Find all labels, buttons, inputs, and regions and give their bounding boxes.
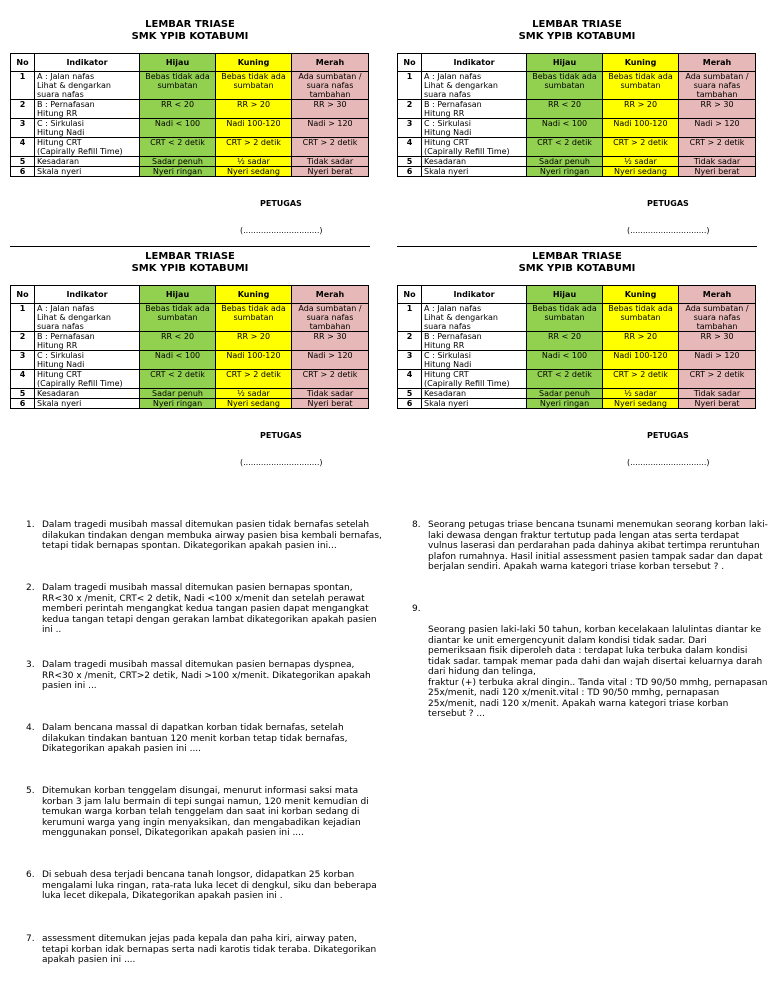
question-4 (26, 723, 382, 755)
question-number: 9. (412, 604, 421, 614)
triase-row (398, 370, 756, 389)
row-hijau: Nyeri ringan (527, 399, 603, 409)
row-hijau: CRT < 2 detik (140, 370, 216, 389)
row-merah: CRT > 2 detik (292, 138, 369, 157)
row-indikator: C : Sirkulasi Hitung Nadi (35, 119, 140, 138)
row-merah: Nadi > 120 (292, 119, 369, 138)
header-kuning: Kuning (216, 286, 292, 304)
header-hijau: Hijau (140, 54, 216, 72)
question-text: Dalam tragedi musibah massal ditemukan pasien tidak bernafas setelah dilakukan tindakan dengan membuka airway pasien bisa kembali bernafas, tetapi tidak bernapas spontan. Dikategorikan apakah pasien ini... (42, 520, 382, 551)
triase-row (11, 72, 369, 100)
triase-row (11, 304, 369, 332)
row-number: 6 (398, 167, 422, 177)
header-hijau: Hijau (140, 286, 216, 304)
row-merah: Tidak sadar (679, 389, 756, 399)
row-number: 4 (11, 370, 35, 389)
question-9 (412, 604, 768, 720)
row-indikator: B : Pernafasan Hitung RR (422, 100, 527, 119)
header-merah: Merah (679, 54, 756, 72)
header-no: No (398, 54, 422, 72)
question-number: 5. (26, 786, 35, 796)
row-merah: RR > 30 (679, 332, 756, 351)
row-kuning: ½ sadar (603, 389, 679, 399)
triase-table (397, 285, 756, 409)
row-hijau: Nyeri ringan (140, 399, 216, 409)
triase-row (11, 100, 369, 119)
row-merah: Nadi > 120 (679, 119, 756, 138)
triase-row (398, 389, 756, 399)
row-number: 2 (11, 100, 35, 119)
row-number: 1 (398, 72, 422, 100)
question-number: 7. (26, 934, 35, 944)
row-number: 1 (11, 72, 35, 100)
row-kuning: CRT > 2 detik (603, 138, 679, 157)
question-number: 4. (26, 723, 35, 733)
header-hijau: Hijau (527, 286, 603, 304)
row-kuning: Nyeri sedang (216, 399, 292, 409)
header-row (398, 286, 756, 304)
row-indikator: Hitung CRT (Capirally Refill Time) (35, 370, 140, 389)
petugas-label: PETUGAS (647, 431, 689, 440)
divider-left (10, 246, 370, 247)
card-title-line1: LEMBAR TRIASE (532, 251, 622, 262)
row-indikator: Kesadaran (422, 157, 527, 167)
header-row (11, 54, 369, 72)
row-hijau: Sadar penuh (140, 157, 216, 167)
row-kuning: Nyeri sedang (603, 399, 679, 409)
header-no: No (398, 286, 422, 304)
row-indikator: B : Pernafasan Hitung RR (422, 332, 527, 351)
row-hijau: RR < 20 (140, 100, 216, 119)
row-merah: CRT > 2 detik (679, 370, 756, 389)
triase-row (398, 72, 756, 100)
row-number: 6 (11, 167, 35, 177)
triase-row (398, 351, 756, 370)
triase-row (11, 332, 369, 351)
triase-table (10, 285, 369, 409)
row-kuning: Bebas tidak ada sumbatan (603, 72, 679, 100)
row-indikator: C : Sirkulasi Hitung Nadi (35, 351, 140, 370)
petugas-label: PETUGAS (647, 199, 689, 208)
triase-row (11, 370, 369, 389)
triase-row (11, 389, 369, 399)
triase-row (11, 157, 369, 167)
row-merah: Nadi > 120 (679, 351, 756, 370)
question-number: 3. (26, 660, 35, 670)
header-merah: Merah (679, 286, 756, 304)
question-text: Di sebuah desa terjadi bencana tanah longsor, didapatkan 25 korban mengalami luka ringan, rata-rata luka lecet di dengkul, siku dan beberapa luka lecet dikepala, Dikategorikan apakah pasien ini . (42, 870, 377, 901)
row-kuning: Nadi 100-120 (603, 119, 679, 138)
row-merah: Nadi > 120 (292, 351, 369, 370)
row-merah: Nyeri berat (292, 167, 369, 177)
header-merah: Merah (292, 286, 369, 304)
row-number: 5 (398, 157, 422, 167)
row-merah: Nyeri berat (679, 399, 756, 409)
row-indikator: Hitung CRT (Capirally Refill Time) (35, 138, 140, 157)
signature-line: (..............................) (240, 458, 323, 467)
row-indikator: B : Pernafasan Hitung RR (35, 100, 140, 119)
row-kuning: RR > 20 (603, 100, 679, 119)
question-number: 1. (26, 520, 35, 530)
question-number: 6. (26, 870, 35, 880)
row-kuning: Bebas tidak ada sumbatan (216, 304, 292, 332)
row-kuning: Nadi 100-120 (603, 351, 679, 370)
row-merah: Tidak sadar (292, 389, 369, 399)
row-number: 2 (398, 100, 422, 119)
header-kuning: Kuning (603, 286, 679, 304)
card-title-line2: SMK YPIB KOTABUMI (131, 263, 249, 274)
row-indikator: A : Jalan nafas Lihat & dengarkan suara nafas (422, 72, 527, 100)
question-text: Seorang petugas triase bencana tsunami menemukan seorang korban laki-laki dewasa dengan fraktur tertutup pada lengan atas serta terdapat vulnus laserasi dan perdarahan pada dahinya akibat tertimpa reruntuhan plafon rumahnya. Hasil initial assessment pasien tampak sadar dan dapat berjalan sendiri. Apakah warna kategori triase korban tersebut ? . (428, 520, 768, 572)
card-title-line1: LEMBAR TRIASE (145, 251, 235, 262)
card-title-line2: SMK YPIB KOTABUMI (131, 31, 249, 42)
triase-table (10, 53, 369, 177)
row-kuning: ½ sadar (216, 389, 292, 399)
row-hijau: RR < 20 (527, 100, 603, 119)
row-kuning: CRT > 2 detik (603, 370, 679, 389)
row-indikator: Skala nyeri (35, 167, 140, 177)
row-hijau: CRT < 2 detik (527, 370, 603, 389)
row-indikator: Kesadaran (35, 157, 140, 167)
row-indikator: C : Sirkulasi Hitung Nadi (422, 351, 527, 370)
row-kuning: Nadi 100-120 (216, 119, 292, 138)
triase-table (397, 53, 756, 177)
question-text: Seorang pasien laki-laki 50 tahun, korban kecelakaan lalulintas diantar ke diantar ke unit emergencyunit dalam kondisi tidak sadar. Dari pemeriksaan fisik diperoleh data : terdapat luka terbuka dalam kondisi tidak sadar. tampak memar pada dahi dan wajah disertai keluarnya darah dari hidung dan telinga, fraktur (+) terbuka akral dingin.. Tanda vital : TD 90/50 mmhg, pernapasan 25x/menit, nadi 120 x/menit.vital : TD 90/50 mmhg, pernapasan 25x/menit, nadi 120 x/menit. Apakah warna kategori triase korban tersebut ? ... (428, 625, 768, 719)
question-1 (26, 520, 382, 552)
row-merah: RR > 30 (292, 100, 369, 119)
row-indikator: B : Pernafasan Hitung RR (35, 332, 140, 351)
triase-row (398, 167, 756, 177)
header-hijau: Hijau (527, 54, 603, 72)
row-number: 4 (398, 138, 422, 157)
question-text: Dalam tragedi musibah massal ditemukan pasien bernapas dyspnea, RR<30 x /menit, CRT>2 detik, Nadi >100 x/menit. Dikategorikan apakah pasien ini ... (42, 660, 371, 691)
row-hijau: CRT < 2 detik (140, 138, 216, 157)
row-number: 5 (398, 389, 422, 399)
question-8 (412, 520, 768, 573)
petugas-label: PETUGAS (260, 431, 302, 440)
row-indikator: Kesadaran (35, 389, 140, 399)
triase-row (11, 119, 369, 138)
row-hijau: RR < 20 (527, 332, 603, 351)
row-kuning: Nyeri sedang (603, 167, 679, 177)
row-number: 2 (11, 332, 35, 351)
question-6 (26, 870, 382, 902)
row-merah: RR > 30 (679, 100, 756, 119)
row-merah: Tidak sadar (292, 157, 369, 167)
triase-card-3 (10, 251, 370, 467)
triase-card-1 (10, 19, 370, 235)
signature-line: (..............................) (627, 458, 710, 467)
triase-row (11, 167, 369, 177)
header-no: No (11, 54, 35, 72)
header-merah: Merah (292, 54, 369, 72)
row-indikator: Skala nyeri (35, 399, 140, 409)
row-kuning: Bebas tidak ada sumbatan (216, 72, 292, 100)
row-indikator: Kesadaran (422, 389, 527, 399)
row-indikator: A : Jalan nafas Lihat & dengarkan suara nafas (422, 304, 527, 332)
row-hijau: RR < 20 (140, 332, 216, 351)
signature-line: (..............................) (627, 226, 710, 235)
header-row (11, 286, 369, 304)
row-indikator: Hitung CRT (Capirally Refill Time) (422, 138, 527, 157)
triase-row (398, 119, 756, 138)
triase-row (11, 399, 369, 409)
header-indikator: Indikator (422, 54, 527, 72)
petugas-label: PETUGAS (260, 199, 302, 208)
row-number: 4 (11, 138, 35, 157)
question-text: Dalam bencana massal di dapatkan korban tidak bernafas, setelah dilakukan tindakan bantuan 120 menit korban tetap tidak bernafas, Dikategorikan apakah pasien ini .... (42, 723, 348, 754)
question-text: Dalam tragedi musibah massal ditemukan pasien bernapas spontan, RR<30 x /menit, CRT< 2 detik, Nadi <100 x/menit dan setelah perawat memberi perintah mengangkat kedua tangan pasien dapat mengangkat kedua tangan tetapi dengan gerakan lambat dikategorikan apakah pasien ini .. (42, 583, 377, 635)
triase-card-2 (397, 19, 757, 235)
row-number: 3 (11, 351, 35, 370)
row-kuning: ½ sadar (603, 157, 679, 167)
row-number: 6 (398, 399, 422, 409)
row-hijau: Bebas tidak ada sumbatan (527, 72, 603, 100)
row-number: 3 (398, 119, 422, 138)
row-number: 1 (398, 304, 422, 332)
header-kuning: Kuning (216, 54, 292, 72)
row-hijau: Nyeri ringan (527, 167, 603, 177)
row-indikator: Skala nyeri (422, 399, 527, 409)
row-kuning: CRT > 2 detik (216, 138, 292, 157)
row-kuning: Bebas tidak ada sumbatan (603, 304, 679, 332)
row-number: 3 (398, 351, 422, 370)
row-hijau: Bebas tidak ada sumbatan (140, 72, 216, 100)
question-2 (26, 583, 382, 636)
row-indikator: Skala nyeri (422, 167, 527, 177)
row-number: 5 (11, 157, 35, 167)
row-merah: RR > 30 (292, 332, 369, 351)
row-hijau: Nadi < 100 (140, 351, 216, 370)
row-number: 5 (11, 389, 35, 399)
triase-row (398, 157, 756, 167)
question-5 (26, 786, 382, 839)
triase-row (11, 138, 369, 157)
row-kuning: RR > 20 (216, 332, 292, 351)
question-text: Ditemukan korban tenggelam disungai, menurut informasi saksi mata korban 3 jam lalu bermain di tepi sungai namun, 120 menit kemudian di temukan warga korban telah tenggelam dan saat ini korban sedang di kerumuni warga yang ingin menyaksikan, dan mengabadikan kejadian menggunakan ponsel, Dikategorikan apakah pasien ini .... (42, 786, 369, 838)
row-number: 6 (11, 399, 35, 409)
divider-right (397, 246, 757, 247)
card-title-line1: LEMBAR TRIASE (532, 19, 622, 30)
card-title-line1: LEMBAR TRIASE (145, 19, 235, 30)
row-indikator: A : Jalan nafas Lihat & dengarkan suara nafas (35, 304, 140, 332)
row-kuning: RR > 20 (603, 332, 679, 351)
triase-row (398, 138, 756, 157)
row-indikator: A : Jalan nafas Lihat & dengarkan suara nafas (35, 72, 140, 100)
row-hijau: Sadar penuh (527, 389, 603, 399)
header-no: No (11, 286, 35, 304)
row-number: 2 (398, 332, 422, 351)
row-hijau: CRT < 2 detik (527, 138, 603, 157)
header-kuning: Kuning (603, 54, 679, 72)
row-hijau: Bebas tidak ada sumbatan (140, 304, 216, 332)
row-merah: Tidak sadar (679, 157, 756, 167)
row-merah: Ada sumbatan / suara nafas tambahan (292, 72, 369, 100)
signature-line: (..............................) (240, 226, 323, 235)
row-number: 3 (11, 119, 35, 138)
row-hijau: Sadar penuh (527, 157, 603, 167)
row-merah: Ada sumbatan / suara nafas tambahan (679, 304, 756, 332)
header-indikator: Indikator (422, 286, 527, 304)
row-merah: Ada sumbatan / suara nafas tambahan (679, 72, 756, 100)
header-row (398, 54, 756, 72)
row-merah: Nyeri berat (292, 399, 369, 409)
row-kuning: Nadi 100-120 (216, 351, 292, 370)
row-hijau: Nadi < 100 (527, 119, 603, 138)
row-merah: CRT > 2 detik (292, 370, 369, 389)
header-indikator: Indikator (35, 54, 140, 72)
row-hijau: Bebas tidak ada sumbatan (527, 304, 603, 332)
row-kuning: CRT > 2 detik (216, 370, 292, 389)
triase-row (398, 304, 756, 332)
row-hijau: Nadi < 100 (140, 119, 216, 138)
row-indikator: C : Sirkulasi Hitung Nadi (422, 119, 527, 138)
row-kuning: RR > 20 (216, 100, 292, 119)
card-title-line2: SMK YPIB KOTABUMI (518, 263, 636, 274)
row-hijau: Nyeri ringan (140, 167, 216, 177)
row-merah: Ada sumbatan / suara nafas tambahan (292, 304, 369, 332)
row-hijau: Nadi < 100 (527, 351, 603, 370)
row-kuning: Nyeri sedang (216, 167, 292, 177)
card-title-line2: SMK YPIB KOTABUMI (518, 31, 636, 42)
row-merah: Nyeri berat (679, 167, 756, 177)
row-kuning: ½ sadar (216, 157, 292, 167)
triase-card-4 (397, 251, 757, 467)
row-hijau: Sadar penuh (140, 389, 216, 399)
triase-row (398, 332, 756, 351)
row-indikator: Hitung CRT (Capirally Refill Time) (422, 370, 527, 389)
question-3 (26, 660, 382, 692)
header-indikator: Indikator (35, 286, 140, 304)
question-7 (26, 934, 382, 966)
question-number: 8. (412, 520, 421, 530)
row-number: 1 (11, 304, 35, 332)
triase-row (398, 100, 756, 119)
question-text: assessment ditemukan jejas pada kepala dan paha kiri, airway paten, tetapi korban idak bernapas serta nadi karotis tidak teraba. Dikategorikan apakah pasien ini .... (42, 934, 377, 965)
triase-row (398, 399, 756, 409)
triase-row (11, 351, 369, 370)
question-number: 2. (26, 583, 35, 593)
row-number: 4 (398, 370, 422, 389)
row-merah: CRT > 2 detik (679, 138, 756, 157)
